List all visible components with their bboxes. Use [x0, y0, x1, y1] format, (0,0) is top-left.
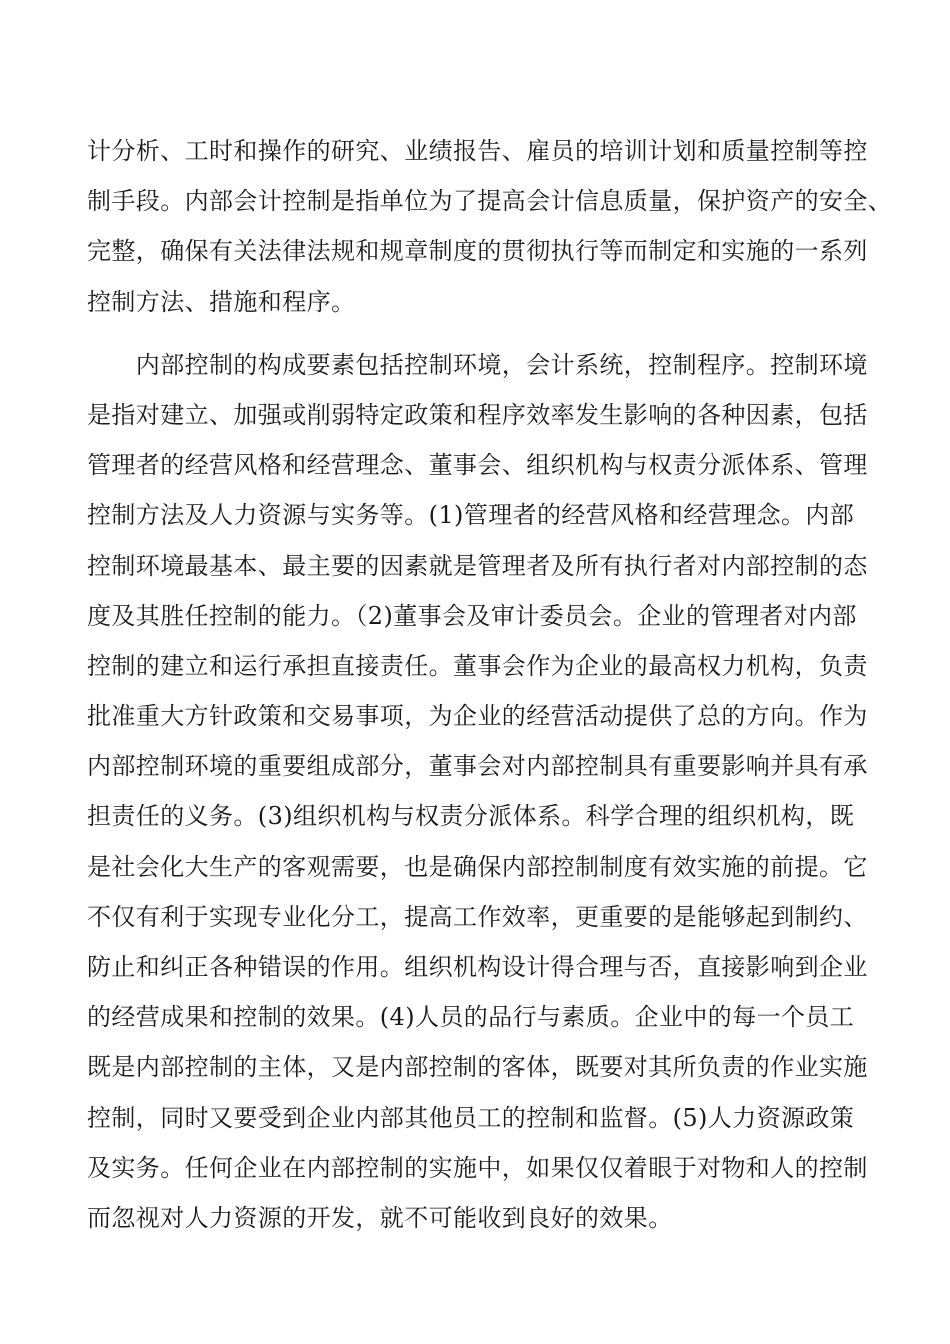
text-line: 批准重大方针政策和交易事项，为企业的经营活动提供了总的方向。作为	[87, 702, 868, 731]
text-line: 控制的建立和运行承担直接责任。董事会作为企业的最高权力机构，负责	[87, 651, 868, 680]
text-line: 控制，同时又要受到企业内部其他员工的控制和监督。(5)人力资源政策	[87, 1103, 855, 1132]
text-line: 度及其胜任控制的能力。（2)董事会及审计委员会。企业的管理者对内部	[87, 601, 857, 630]
text-line: 计分析、工时和操作的研究、业绩报告、雇员的培训计划和质量控制等控	[87, 137, 868, 165]
text-line: 不仅有利于实现专业化分工，提高工作效率，更重要的是能够起到制约、	[87, 902, 868, 931]
text-line: 的经营成果和控制的效果。(4)人员的品行与素质。企业中的每一个员工	[87, 1003, 855, 1032]
text-line: 控制方法及人力资源与实务等。(1)管理者的经营风格和经营理念。内部	[87, 501, 855, 530]
paragraph-1	[87, 126, 893, 327]
text-line: 担责任的义务。(3)组织机构与权责分派体系。科学合理的组织机构，既	[87, 802, 855, 831]
text-line: 是指对建立、加强或削弱特定政策和程序效率发生影响的各种因素，包括	[87, 400, 868, 429]
text-line: 控制环境最基本、最主要的因素就是管理者及所有执行者对内部控制的态	[87, 551, 868, 580]
text-line: 内部控制环境的重要组成部分，董事会对内部控制具有重要影响并具有承	[87, 752, 868, 781]
text-line: 控制方法、措施和程序。	[87, 287, 356, 316]
text-line: 防止和纠正各种错误的作用。组织机构设计得合理与否，直接影响到企业	[87, 953, 868, 981]
paragraph-gap	[87, 327, 877, 340]
text-line: 内部控制的构成要素包括控制环境，会计系统，控制程序。控制环境	[87, 350, 868, 379]
text-line: 完整，确保有关法律法规和规章制度的贯彻执行等而制定和实施的一系列	[87, 237, 868, 266]
body-text	[87, 126, 893, 1243]
paragraph-2	[87, 340, 877, 1243]
text-line: 制手段。内部会计控制是指单位为了提高会计信息质量，保护资产的安全、	[87, 187, 893, 216]
text-line: 是社会化大生产的客观需要，也是确保内部控制制度有效实施的前提。它	[87, 852, 868, 881]
text-line: 既是内部控制的主体，又是内部控制的客体，既要对其所负责的作业实施	[87, 1053, 868, 1082]
text-line: 管理者的经营风格和经营理念、董事会、组织机构与权责分派体系、管理	[87, 451, 868, 480]
text-line: 及实务。任何企业在内部控制的实施中，如果仅仅着眼于对物和人的控制	[87, 1153, 868, 1182]
text-line: 而忽视对人力资源的开发，就不可能收到良好的效果。	[87, 1203, 673, 1232]
